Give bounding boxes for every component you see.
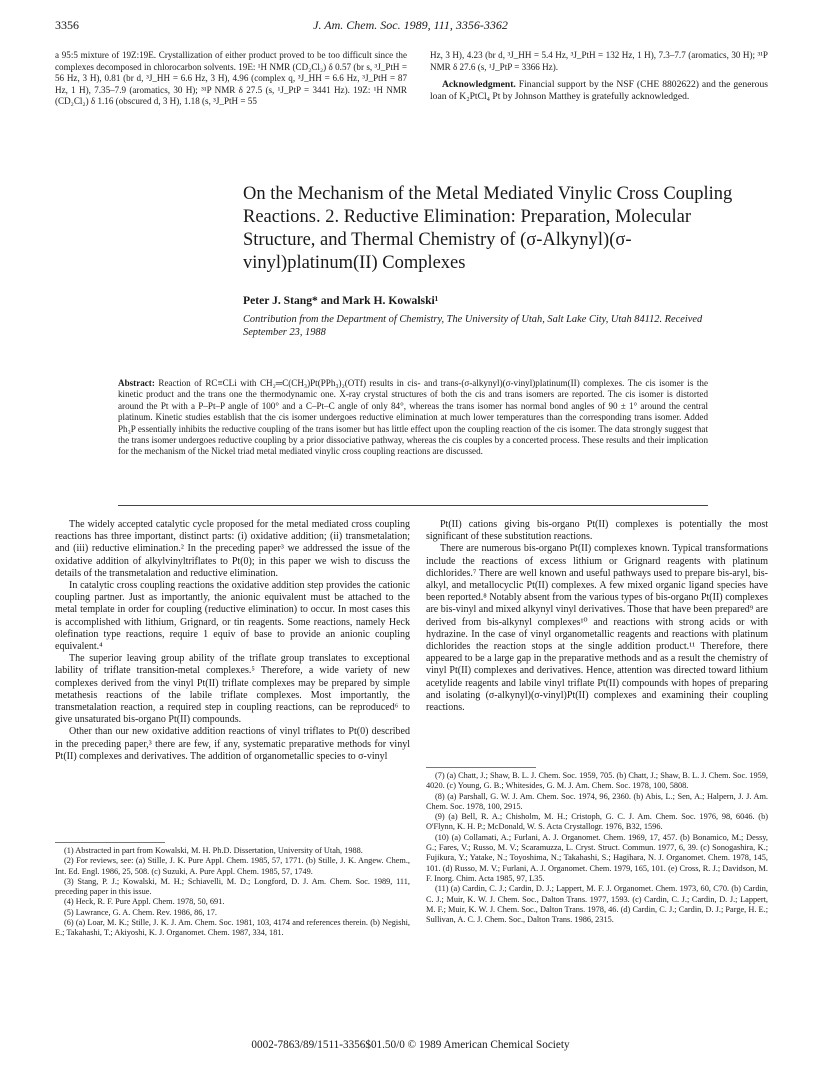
page-footer: 0002-7863/89/1511-3356$01.50/0 © 1989 American Chemical Society xyxy=(251,1039,570,1051)
acknowledgment-label: Acknowledgment. xyxy=(442,79,516,90)
footnote: (8) (a) Parshall, G. W. J. Am. Chem. Soc. 1974, 96, 2360. (b) Abis, L.; Sen, A.; Halpern, J. J. Am. Chem. Soc. 1978, 100, 2915. xyxy=(426,791,768,811)
paragraph: In catalytic cross coupling reactions the oxidative addition step provides the cationic coupling partner. Just as importantly, the anionic equivalent must be attached to the metal template in order for coupling (reductive elimination) to occur. In most cases this is accomplished with lithium, Grignard, or tin reagents. Some reactions, namely Heck olefination type reactions, require 1 equiv of base to provide an anionic coupling equivalent.⁴ xyxy=(55,580,410,653)
running-header xyxy=(55,18,766,34)
footnote: (3) Stang, P. J.; Kowalski, M. H.; Schiavelli, M. D.; Longford, D. J. Am. Chem. Soc. 1989, 111, preceding paper in this issue. xyxy=(55,876,410,897)
right-column xyxy=(426,519,768,714)
paragraph: The widely accepted catalytic cycle proposed for the metal mediated cross coupling reactions has three important, distinct parts: (i) oxidative addition; (ii) transmetalation; and (iii) reductive elimination.² In the preceding paper³ we addressed the issue of the oxidative addition of alkylvinyltriflates to Pt(0); in this paper we wish to discuss the details of the transmetalation and reductive elimination. xyxy=(55,519,410,579)
left-footnotes xyxy=(55,846,410,939)
footnote: (1) Abstracted in part from Kowalski, M. H. Ph.D. Dissertation, University of Utah, 1988. xyxy=(64,846,363,855)
footnote-divider-left xyxy=(55,842,165,843)
paragraph: Other than our new oxidative addition reactions of vinyl triflates to Pt(0) described in the preceding paper,³ there are few, if any, systematic preparative methods for vinyl Pt(II) complexes and derivatives. The addition of organometallic species to σ-vinyl xyxy=(55,726,410,762)
page-number: 3356 xyxy=(55,18,79,32)
paragraph: The superior leaving group ability of the triflate group translates to exceptional lability of triflate transition-metal complexes.⁵ Therefore, a wide variety of new complexes derived from the vinyl Pt(II) triflate complexes may be prepared by simple metathesis reactions of the labile triflate complexes. Most importantly, the transmetalation reaction, a required step in coupling reactions, can be reproduced⁶ to give unsaturated bis-organo Pt(II) compounds. xyxy=(55,653,410,726)
footnote: (11) (a) Cardin, C. J.; Cardin, D. J.; Lappert, M. F. J. Organomet. Chem. 1973, 60, C70. (b) Cardin, C. J.; Muir, K. W. J. Chem. Soc., Dalton Trans. 1977, 1593. (c) Cardin, C. J.; Cardin, D. J.; Lappert, M. F.; Muir, K. W. J. Chem. Soc., Dalton Trans. 1978, 46. (d) Cardin, C. J.; Cardin, D. J.; Parge, H. E.; Sullivan, A. C. J. Chem. Soc., Dalton Trans. 1986, 2315. xyxy=(426,884,768,925)
abstract-text: Reaction of RC≡CLi with CH₂═C(CH₃)Pt(PPh₃)₂(OTf) results in cis- and trans-(σ-alkynyl)(σ-vinyl)platinum(II) complexes. The cis isomer is the kinetic product and the trans one the thermodynamic one. X-ray crystal structures of both the cis and trans isomers are reported. The cis isomer is distorted around the Pt with a P–Pt–P angle of 100° and a C–Pt–C angle of only 84°, whereas the trans isomer has normal bond angles of 90 ± 1° around the central platinum. Kinetic studies establish that the cis isomer undergoes reductive elimination at much lower temperatures than the corresponding trans isomer. Added Ph₃P essentially inhibits the reductive coupling of the trans isomer but has little effect upon the coupling reaction of the cis isomer. The data strongly suggest that the trans isomer undergoes reductive coupling by a prior dissociative pathway, whereas the cis couples by a concerted process. These results and their implication for the mechanism of the Nickel triad metal mediated vinylic cross coupling reactions are discussed. xyxy=(118,378,708,457)
acknowledgment xyxy=(430,79,768,103)
journal-citation: J. Am. Chem. Soc. 1989, 111, 3356-3362 xyxy=(313,18,508,32)
top-left-block xyxy=(55,50,407,108)
abstract-divider xyxy=(118,505,708,506)
acknowledgment-text: Financial support by the NSF (CHE 8802622) and the generous loan of K₂PtCl₄ Pt by Johnson Matthey is gratefully acknowledged. xyxy=(430,79,769,102)
footnote: (6) (a) Loar, M. K.; Stille, J. K. J. Am. Chem. Soc. 1981, 103, 4174 and references therein. (b) Negishi, E.; Takahashi, T.; Akiyoshi, K. J. Organomet. Chem. 1987, 334, 181. xyxy=(55,918,410,938)
footnote: (2) For reviews, see: (a) Stille, J. K. Pure Appl. Chem. 1985, 57, 1771. (b) Stille, J. K. Angew. Chem., Int. Ed. Engl. 1986, 25, 508. (c) Suzuki, A. Pure Appl. Chem. 1985, 57, 1749. xyxy=(55,856,410,876)
footnote: (9) (a) Bell, R. A.; Chisholm, M. H.; Cristoph, G. C. J. Am. Chem. Soc. 1976, 98, 6046. (b) O'Flynn, K. H. P.; McDonald, W. S. Acta Crystallogr. 1976, B32, 1596. xyxy=(426,812,768,832)
footnote: (4) Heck, R. F. Pure Appl. Chem. 1978, 50, 691. xyxy=(64,897,225,907)
footnote: (5) Lawrance, G. A. Chem. Rev. 1986, 86, 17. xyxy=(64,907,217,917)
experimental-continuation: a 95:5 mixture of 19Z:19E. Crystallization of either product proved to be too difficult since the complexes decomposed in chlorocarbon solvents. 19E: ¹H NMR (CD₂Cl₂) δ 0.57 (br s, ³J_PtH = 56 Hz, 3 H), 0.81 (br d, ³J_HH = 6.6 Hz, 3 H), 4.96 (complex q, ³J_HH = 6.6 Hz, ³J_PtH = 87 Hz, 1 H), 7.35–7.9 (aromatics, 30 H); ³¹P NMR δ 27.5 (s, ¹J_PtP = 3441 Hz). 19Z: ¹H NMR (CD₂Cl₂) δ 1.16 (obscured d, 3 H), 1.18 (s, ³J_PtH = 55 xyxy=(55,50,407,106)
paragraph: Pt(II) cations giving bis-organo Pt(II) complexes is potentially the most significant of these substitution reactions. xyxy=(426,519,768,543)
top-right-block xyxy=(430,50,768,103)
footnote: (10) (a) Collamati, A.; Furlani, A. J. Organomet. Chem. 1969, 17, 457. (b) Bonamico, M.; Dessy, G.; Fares, V.; Russo, M. V.; Scaramuzza, L. Cryst. Struct. Commun. 1977, 6, 39. (c) Sonogashira, K.; Fujikura, Y.; Yatake, N.; Toyoshima, N.; Takahashi, S.; Hagihara, N. J. Organomet. Chem. 1978, 145, 101. (d) Russo, M. V.; Furlani, A. J. Organomet. Chem. 1979, 165, 101. (e) Cross, R. J.; Davidson, M. F. Inorg. Chim. Acta 1985, 97, L35. xyxy=(426,832,768,883)
affiliation: Contribution from the Department of Chemistry, The University of Utah, Salt Lake City, Utah 84112. Received September 23, 1988 xyxy=(243,314,703,338)
paragraph: There are numerous bis-organo Pt(II) complexes known. Typical transformations include the reactions of excess lithium or Grignard reagents with platinum dichlorides.⁷ There are well known and useful pathways used to prepare bis-aryl, bis-alkyl, and metallocyclic Pt(II) complexes. A few mixed organic ligand species have been reported.⁸ Notably absent from the various types of bis-organo Pt(II) complexes are bis-vinyl and mixed alkynyl vinyl derivatives. Those that have been prepared⁹ are derived from bis-alkynyl complexes¹⁰ and reactions with strong acids or with hydrazine. In the case of vinyl organometallic reagents and reactions with platinum dichlorides the reaction stops at the single addition product.¹¹ Therefore, there appeared to be a large gap in the preparative methods and as a result the chemistry of vinyl Pt(II) complexes and derivatives. Hence, attention was directed toward lithium acetylide reagents and labile vinyl triflate Pt(II) compounds with hopes of preparing and isolating (σ-alkynyl)(σ-vinyl)Pt(II) complexes and examining their coupling reactions. xyxy=(426,543,768,714)
article-title: On the Mechanism of the Metal Mediated Vinylic Cross Coupling Reactions. 2. Reductive Elimination: Preparation, Molecular Structure, and Thermal Chemistry of (σ-Alkynyl)(σ-vinyl)platinum(II) Complexes xyxy=(243,184,733,273)
footnote-divider-right xyxy=(426,767,536,768)
right-footnotes xyxy=(426,771,768,925)
abstract xyxy=(118,378,708,458)
left-column xyxy=(55,519,410,763)
authors: Peter J. Stang* and Mark H. Kowalski¹ xyxy=(243,294,439,307)
nmr-continuation: Hz, 3 H), 4.23 (br d, ³J_HH = 5.4 Hz, ³J_PtH = 132 Hz, 1 H), 7.3–7.7 (aromatics, 30 H); ³¹P NMR δ 27.6 (s, ¹J_PtP = 3366 Hz). xyxy=(430,50,768,72)
abstract-label: Abstract: xyxy=(118,378,155,388)
footnote: (7) (a) Chatt, J.; Shaw, B. L. J. Chem. Soc. 1959, 705. (b) Chatt, J.; Shaw, B. L. J. Chem. Soc. 1959, 4020. (c) Young, G. B.; Whitesides, G. M. J. Am. Chem. Soc. 1978, 100, 5808. xyxy=(426,771,768,791)
